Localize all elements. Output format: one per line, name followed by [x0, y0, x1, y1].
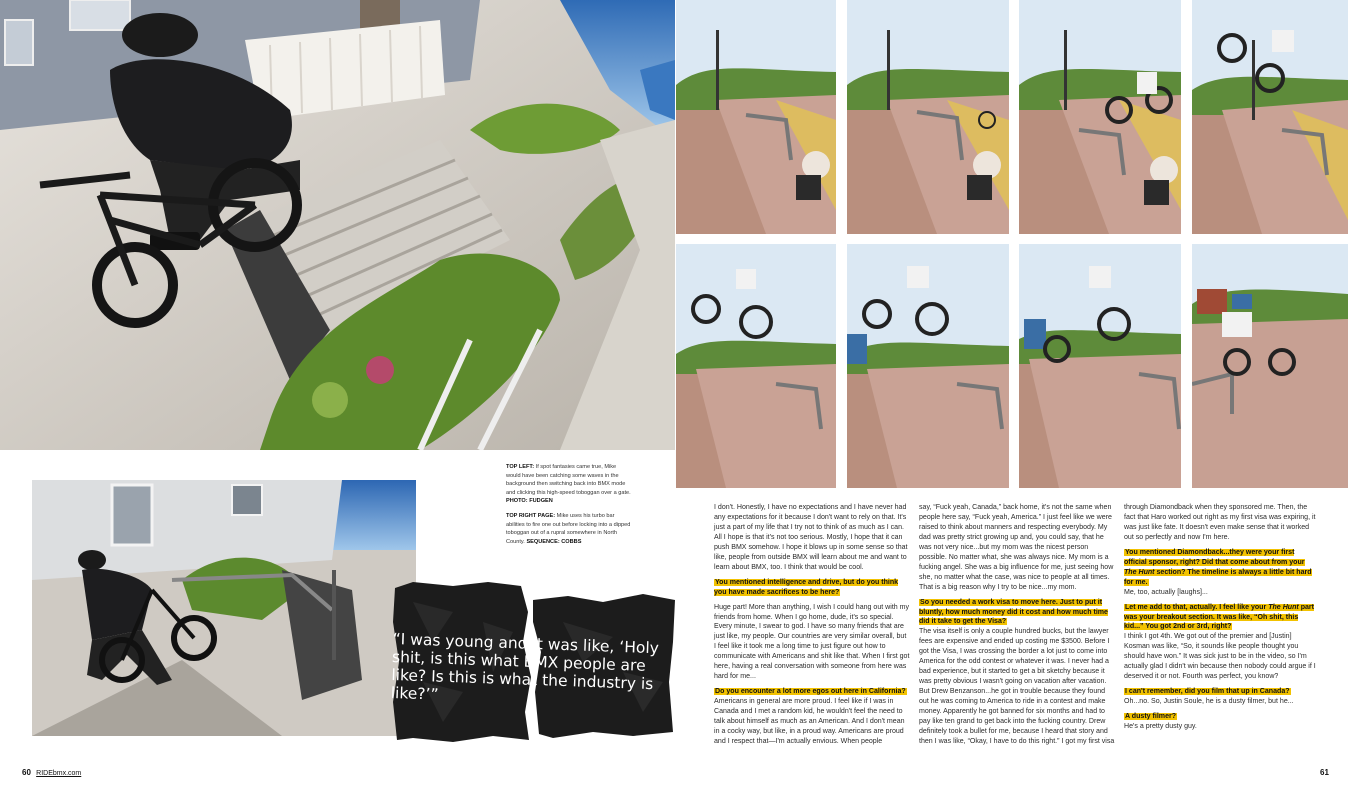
photo-credit: PHOTO: FUDGEN [506, 498, 553, 505]
caption-top-right [506, 512, 632, 546]
secondary-photo-rider [32, 480, 416, 736]
question-paragraph [1124, 687, 1318, 697]
interview-column-1 [714, 503, 910, 752]
question-highlight: Do you encounter a lot more egos out here in California? [715, 688, 906, 696]
question-paragraph [1124, 712, 1318, 722]
answer-paragraph: He's a pretty dusty guy. [1124, 723, 1197, 731]
pull-quote-text: “I was young and it was like, ‘Holy shit, is this what BMX people are like? Is this is what the industry is like?’” [390, 630, 660, 704]
question-highlight: You mentioned intelligence and drive, but do you think you have made sacrifices to be here? [714, 578, 899, 596]
caption-text: If spot fantasies came true, Mike would have been catching some waves in the background then switching back into BMX mode and clicking this high-speed toboggan over a gate. [506, 464, 631, 496]
question-highlight [1124, 549, 1312, 586]
question-text: Let me add to that, actually. I feel like your [1125, 603, 1267, 611]
question-paragraph [714, 687, 910, 697]
folio-left [22, 768, 81, 777]
question-highlight: A dusty filmer? [1125, 713, 1177, 721]
question-text: section? The timeline is always a little bit hard for me. [1124, 568, 1312, 586]
website-link[interactable]: RIDEbmx.com [36, 770, 82, 777]
caption-tag: TOP LEFT: [506, 464, 535, 470]
answer-paragraph: Huge part! More than anything, I wish I could hang out with my friends from home. When I go home, dude, it's so special. Every minute, I swear to god. I have so many friends that are just like, my people. Our countries are very similar overall, but I feel like it took me a long time to just figure out how to communicate with Americans and shit like that. When I first got here, having a real conversation with someone from here was hard for me... [714, 603, 910, 681]
question-paragraph [1124, 603, 1318, 633]
sequence-frame-3 [1019, 0, 1181, 234]
answer-paragraph: Americans in general are more proud. I feel like if I was in Canada and I met a random kid, he wouldn't feel the need to talk about himself as much as an American. And I don't mean in a cocky way, but like, in a proud way. Americans are proud and I respect that—I'm actually envious. When people [714, 698, 905, 745]
answer-paragraph: Me, too, actually [laughs]... [1124, 588, 1208, 596]
sequence-frame-7 [1019, 244, 1181, 488]
folio-right [1320, 768, 1329, 777]
page-number-left: 60 [22, 768, 31, 777]
answer-paragraph: The visa itself is only a couple hundred bucks, but the lawyer fees are expensive and ended up costing me $3500. Before I got the Visa, I was crossing the border a lot just to come into America for the odd contest or whatever it was. I never had a bad experience, but it started to get a bit sketchy because it was pretty obvious I wasn't going on vacation after vacation. But Drew Benzanson...he got in trouble because they found out he was coming to America to ride in a contest and make money. Apparently he got banned for six months and had to pay like ten grand to get back into the fucking country. Drew definitely took a bullet for me, because I heard that story and then I was like, “Okay, I have to do this right.” I got my first visa [919, 628, 1115, 745]
photo-credit: SEQUENCE: COBBS [526, 538, 582, 545]
question-paragraph [1124, 548, 1318, 588]
answer-paragraph: through Diamondback when they sponsored me. Then, the fact that Haro worked out right as my first visa was expiring, it was just like fate. It doesn't even make sense that it worked out so perfectly and now I'm here. [1124, 504, 1316, 541]
question-text: You mentioned Diamondback...they were your first official sponsor, right? Did that come about from your [1124, 548, 1305, 566]
answer-paragraph: I don't. Honestly, I have no expectations and I have never had any expectations for it because I don't want to rely on that. It's just a part of my life that I try not to think of as much as I can. All I hope is that it's not too serious. Mostly, I hope that it can push BMX somehow. I hope it blows up in some sense so that like, people from outside BMX will learn about me and want to learn about BMX, too. I think that would be cool. [714, 504, 908, 571]
sequence-frame-4 [1192, 0, 1348, 234]
caption-top-left [506, 463, 632, 506]
interview-column-2 [919, 503, 1115, 752]
video-title: The Hunt [1124, 568, 1155, 576]
photo-captions [506, 463, 632, 552]
question-text: part was your breakout section. It was like, “Oh shit, this kid...” You got 2nd or 3rd, right? [1124, 603, 1315, 631]
question-highlight: I can't remember, did you film that up in Canada? [1125, 688, 1290, 696]
page-number-right: 61 [1320, 768, 1329, 777]
video-title: The Hunt [1268, 603, 1299, 611]
answer-paragraph: Oh...no. So, Justin Soule, he is a dusty filmer, but he... [1124, 698, 1294, 706]
question-paragraph [714, 578, 910, 598]
sequence-frame-1 [676, 0, 836, 234]
question-highlight: So you needed a work visa to move here. Just to put it bluntly, how much money did it cost and how much time did it take to get the Visa? [919, 598, 1108, 626]
question-paragraph [919, 598, 1115, 628]
question-highlight [1124, 604, 1314, 631]
answer-paragraph: I think I got 4th. We got out of the premier and [Justin] Kosman was like, “So, it sounds like people thought you should have won.” It was sick just to be in the video, so I'm actually glad I didn't win because then nobody could argue if I deserved it or not. Fourth was perfect, you know? [1124, 633, 1316, 681]
caption-text: Mike uses his turbo bar abilities to fire one out before locking into a dipped toboggan out of a rupral somewhere in North County. [506, 512, 631, 545]
caption-tag: TOP RIGHT PAGE: [506, 512, 556, 519]
sequence-frame-8 [1192, 244, 1348, 488]
sequence-frame-2 [847, 0, 1009, 234]
sequence-frame-5 [676, 244, 836, 488]
sequence-frame-6 [847, 244, 1009, 488]
main-photo-bmx-toboggan [0, 0, 675, 450]
answer-paragraph: say, “Fuck yeah, Canada,” back home, it's not the same when people here say, “Fuck yeah, America.” I just feel like we were raised to think about manners and respecting everybody. My dad was pretty strict growing up and, you could say, that he was not very nice...but my mom was the nicest person possible. No matter what, she was always nice. My mom is a fucking angel. She was a big influence for me, just seeing how she, no matter what the case, was nice to people at all times. That is a big reason why I try to be nice...my mom. [919, 504, 1114, 591]
interview-column-3 [1124, 503, 1318, 737]
